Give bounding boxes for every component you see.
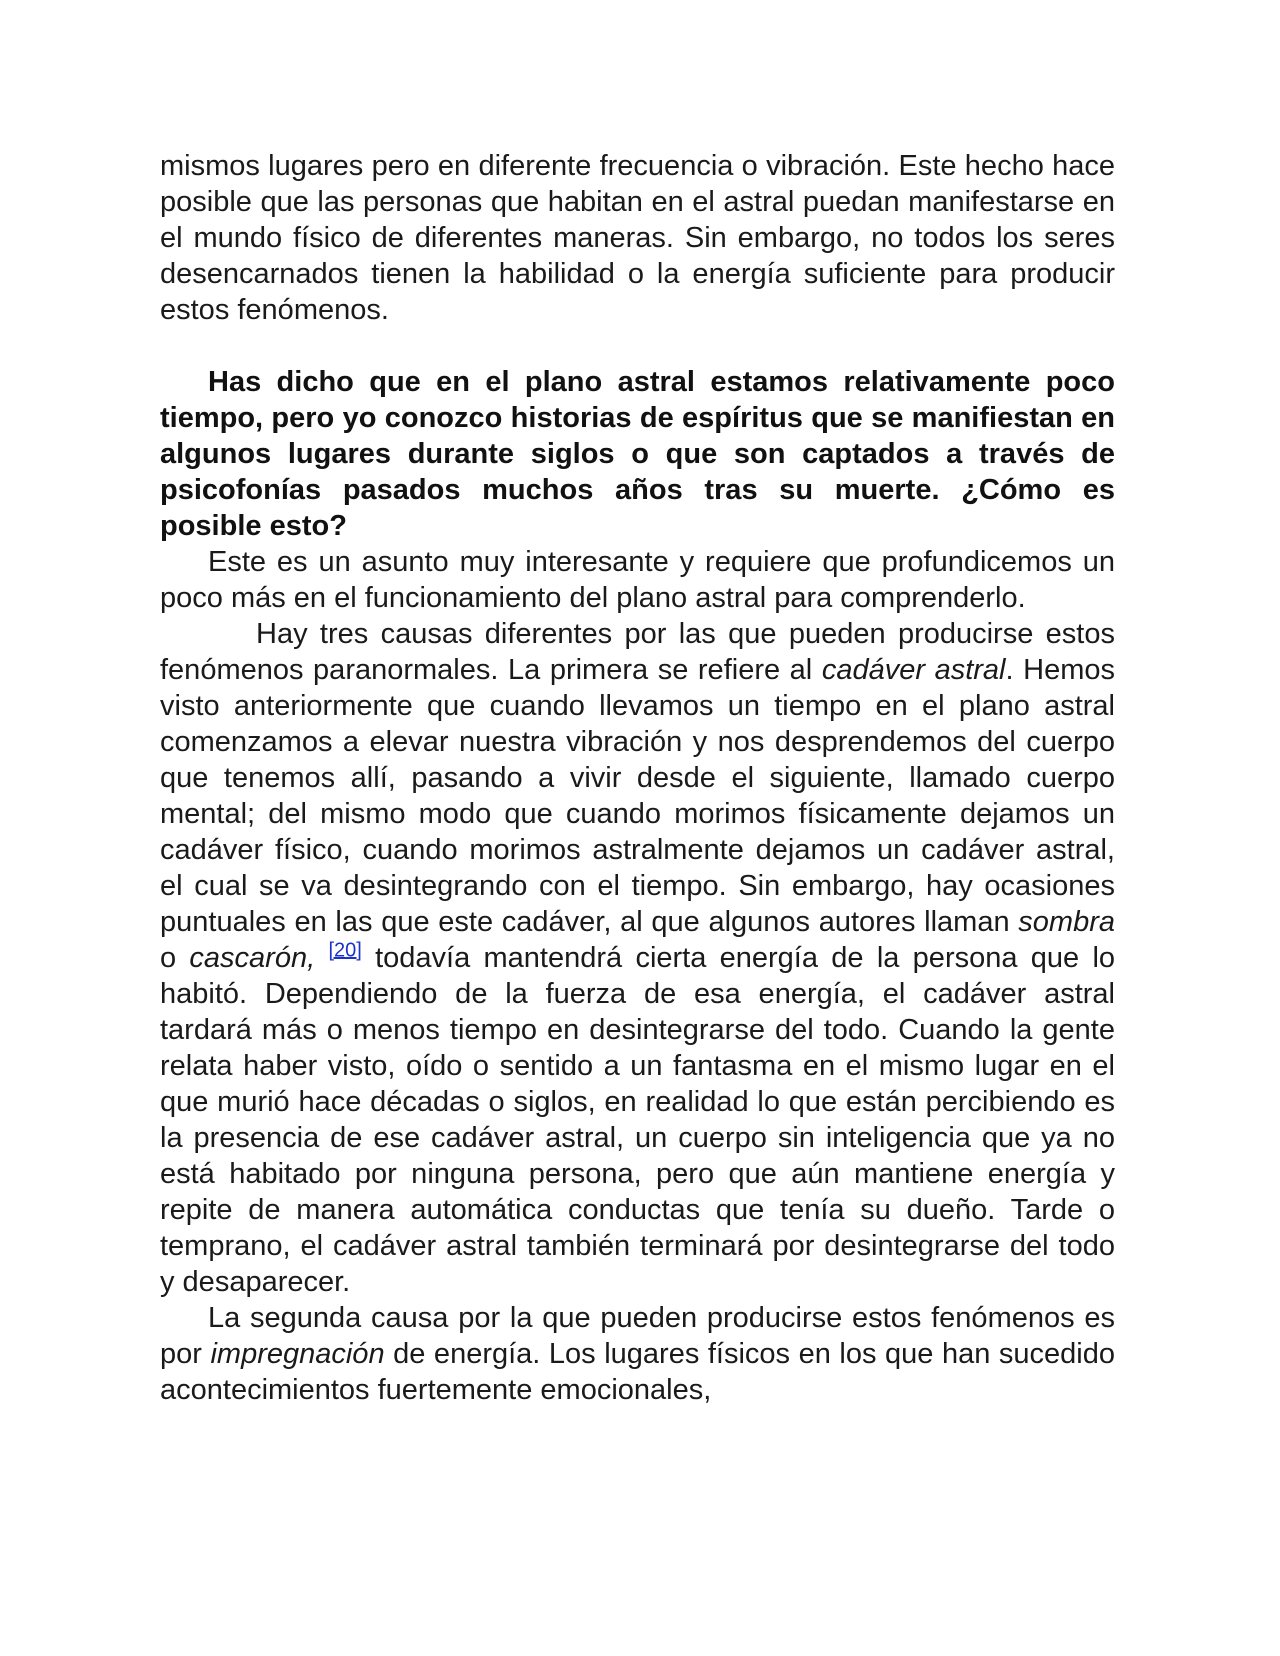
- text-run: La segunda causa por la que pueden producirse estos fenómenos es por: [160, 1302, 1115, 1370]
- text-run: . Hemos visto anteriormente que cuando llevamos un tiempo en el plano astral comenzamos a elevar nuestra vibración y nos desprendemos del cuerpo que tenemos allí, pasando a vivir desde el siguiente, llamado cuerpo mental; del mismo modo que cuando morimos físicamente dejamos un cadáver físico, cuando morimos astralmente dejamos un cadáver astral, el cual se va desintegrando con el tiempo. Sin embargo, hay ocasiones puntuales en las que este cadáver, al que algunos autores llaman: [160, 654, 1115, 938]
- footnote-link-20[interactable]: [20]: [328, 939, 362, 962]
- text-run: Hay tres causas diferentes por las que pueden producirse estos fenómenos paranormales. La primera se refiere al: [160, 618, 1115, 686]
- emphasis-impregnacion: impregnación: [210, 1338, 385, 1370]
- emphasis-cascaron: cascarón,: [189, 942, 316, 974]
- text-run: de energía. Los lugares físicos en los que han sucedido acontecimientos fuertemente emocionales,: [160, 1338, 1115, 1406]
- text-run: o: [160, 942, 190, 974]
- book-page: [160, 148, 1115, 1408]
- paragraph-spacer: [160, 328, 1115, 364]
- question-heading: Has dicho que en el plano astral estamos relativamente poco tiempo, pero yo conozco historias de espíritus que se manifiestan en algunos lugares durante siglos o que son captados a través de psicofonías pasados muchos años tras su muerte. ¿Cómo es posible esto?: [160, 366, 1115, 542]
- first-cause-paragraph: [160, 616, 1115, 1300]
- emphasis-cadaver-astral: cadáver astral: [821, 654, 1006, 686]
- paragraph-intro-continuation: mismos lugares pero en diferente frecuencia o vibración. Este hecho hace posible que las personas que habitan en el astral puedan manifestarse en el mundo físico de diferentes maneras. Sin embargo, no todos los seres desencarnados tienen la habilidad o la energía suficiente para producir estos fenómenos.: [160, 150, 1115, 326]
- emphasis-sombra: sombra: [1018, 906, 1115, 938]
- answer-paragraph: Este es un asunto muy interesante y requiere que profundicemos un poco más en el funcionamiento del plano astral para comprenderlo.: [160, 546, 1115, 614]
- second-cause-paragraph: [160, 1300, 1115, 1408]
- text-run: todavía mantendrá cierta energía de la persona que lo habitó. Dependiendo de la fuerza de esa energía, el cadáver astral tardará más o menos tiempo en desintegrarse del todo. Cuando la gente relata haber visto, oído o sentido a un fantasma en el mismo lugar en el que murió hace décadas o siglos, en realidad lo que están percibiendo es la presencia de ese cadáver astral, un cuerpo sin inteligencia que ya no está habitado por ninguna persona, pero que aún mantiene energía y repite de manera automática conductas que tenía su dueño. Tarde o temprano, el cadáver astral también terminará por desintegrarse del todo y desaparecer.: [160, 942, 1116, 1298]
